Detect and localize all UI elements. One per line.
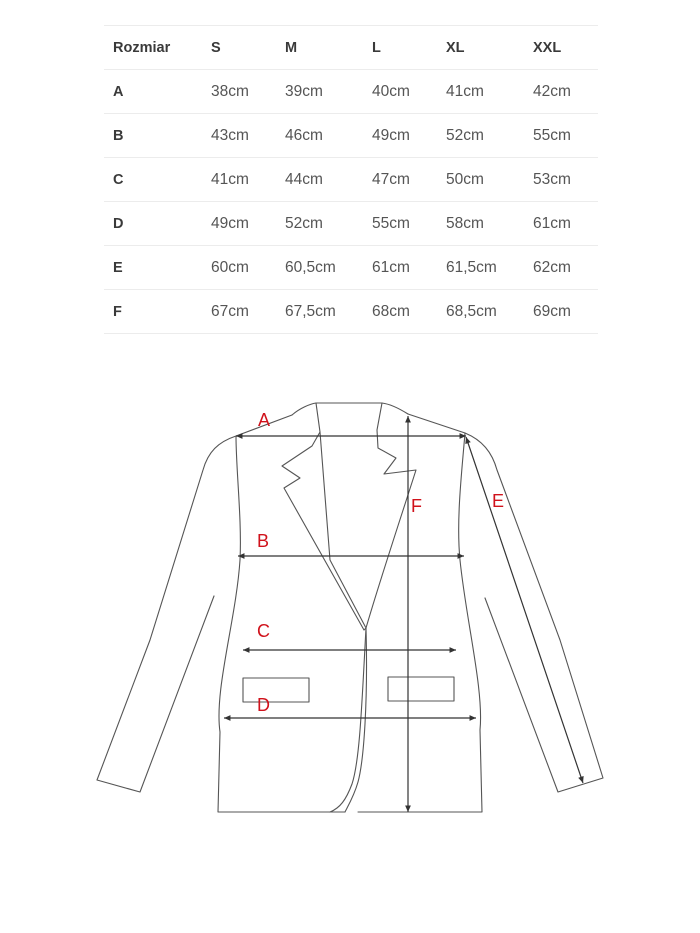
table-row bbox=[104, 70, 598, 114]
label-c: C bbox=[257, 621, 270, 641]
jacket-left-lapel bbox=[282, 432, 366, 630]
label-b: B bbox=[257, 531, 270, 551]
table-cell: 60,5cm bbox=[276, 246, 363, 290]
table-cell: 44cm bbox=[276, 158, 363, 202]
label-a: A bbox=[258, 410, 271, 430]
row-label: F bbox=[104, 290, 202, 334]
header-l: L bbox=[363, 26, 437, 70]
table-cell: 61,5cm bbox=[437, 246, 524, 290]
table-cell: 55cm bbox=[524, 114, 598, 158]
jacket-outline bbox=[97, 403, 603, 812]
table-cell: 52cm bbox=[276, 202, 363, 246]
jacket-left-pocket bbox=[243, 678, 309, 702]
table-row bbox=[104, 290, 598, 334]
row-label: E bbox=[104, 246, 202, 290]
table-cell: 47cm bbox=[363, 158, 437, 202]
label-d: D bbox=[257, 695, 270, 715]
table-cell: 68cm bbox=[363, 290, 437, 334]
label-e: E bbox=[492, 491, 505, 511]
table-cell: 67cm bbox=[202, 290, 276, 334]
jacket-right-side bbox=[358, 433, 482, 812]
label-f: F bbox=[411, 496, 422, 516]
jacket-collar bbox=[292, 403, 408, 415]
table-cell: 41cm bbox=[437, 70, 524, 114]
table-cell: 52cm bbox=[437, 114, 524, 158]
table-row bbox=[104, 158, 598, 202]
table-cell: 49cm bbox=[202, 202, 276, 246]
table-header-row bbox=[104, 26, 598, 70]
row-label: C bbox=[104, 158, 202, 202]
table-cell: 41cm bbox=[202, 158, 276, 202]
header-size: Rozmiar bbox=[104, 26, 202, 70]
table-cell: 62cm bbox=[524, 246, 598, 290]
table-cell: 43cm bbox=[202, 114, 276, 158]
header-xxl: XXL bbox=[524, 26, 598, 70]
jacket-front-edge bbox=[345, 628, 367, 812]
header-xl: XL bbox=[437, 26, 524, 70]
table-cell: 61cm bbox=[363, 246, 437, 290]
table-cell: 42cm bbox=[524, 70, 598, 114]
jacket-right-pocket bbox=[388, 677, 454, 701]
row-label: A bbox=[104, 70, 202, 114]
table-cell: 50cm bbox=[437, 158, 524, 202]
jacket-right-shoulder bbox=[408, 414, 465, 433]
table-cell: 69cm bbox=[524, 290, 598, 334]
header-m: M bbox=[276, 26, 363, 70]
jacket-collar-inner bbox=[316, 403, 382, 432]
table-cell: 68,5cm bbox=[437, 290, 524, 334]
row-label: B bbox=[104, 114, 202, 158]
jacket-left-side bbox=[218, 436, 345, 812]
header-s: S bbox=[202, 26, 276, 70]
table-row bbox=[104, 202, 598, 246]
table-cell: 61cm bbox=[524, 202, 598, 246]
row-label: D bbox=[104, 202, 202, 246]
table-row bbox=[104, 114, 598, 158]
jacket-measurement-diagram bbox=[0, 390, 700, 830]
table-cell: 53cm bbox=[524, 158, 598, 202]
table-cell: 67,5cm bbox=[276, 290, 363, 334]
table-cell: 38cm bbox=[202, 70, 276, 114]
table-cell: 49cm bbox=[363, 114, 437, 158]
table-cell: 39cm bbox=[276, 70, 363, 114]
jacket-right-sleeve bbox=[465, 433, 603, 792]
table-cell: 60cm bbox=[202, 246, 276, 290]
table-cell: 46cm bbox=[276, 114, 363, 158]
measure-e-line bbox=[466, 437, 583, 783]
table-cell: 40cm bbox=[363, 70, 437, 114]
jacket-left-sleeve bbox=[97, 436, 236, 792]
measurement-lines bbox=[224, 416, 583, 812]
table-cell: 55cm bbox=[363, 202, 437, 246]
table-row bbox=[104, 246, 598, 290]
jacket-front-edge-under bbox=[330, 628, 366, 812]
size-table bbox=[104, 25, 598, 334]
table-cell: 58cm bbox=[437, 202, 524, 246]
